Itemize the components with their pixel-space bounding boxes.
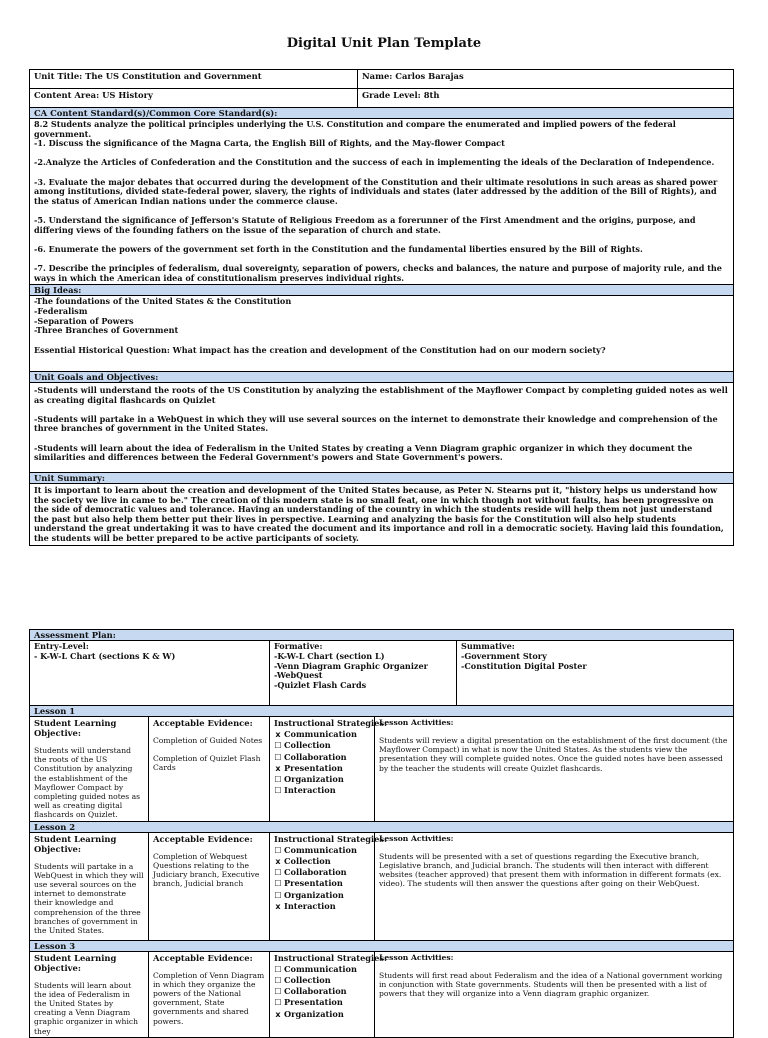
entry-level-item: - K-W-L Chart (sections K & W) [34,650,176,661]
strategy-item [274,867,370,878]
strategies-header: Instructional Strategies: [274,718,387,728]
lesson-3-header: Lesson 3 [30,940,734,951]
unit-plan-table [29,69,734,546]
strategy-item [274,774,370,785]
strategy-mark: ☐ [274,879,282,889]
strategies-header: Instructional Strategies: [274,952,387,963]
activities-header: Lesson Activities: [379,833,454,843]
standard-item: -5. Understand the significance of Jefferson's Statute of Religious Freedom as a forerunner of the First Amendment and the origins, purpose, and differing views of the founding fathers on the issue of the separation of church and state. [34,214,696,235]
strategy-mark: x [275,901,281,911]
objective-header: Student Learning Objective: [34,952,117,973]
standard-item: -1. Discuss the significance of the Magna Carta, the English Bill of Rights, and the May-flower Compact [34,138,505,149]
formative-item: -WebQuest [274,670,323,681]
strategy-item [274,964,370,975]
lesson-3-objective [30,951,149,1037]
standard-item: -3. Evaluate the major debates that occurred during the development of the Constitution and their ultimate resolutions in such areas as shared power among institutions, divided state-federal power, slavery, the rights of individuals and states (later addressed by the addition of the Bill of Rights), and the status of American Indian nations under the commerce clause. [34,176,718,206]
big-idea-item: -Three Branches of Government [34,325,179,336]
assessment-header: Assessment Plan: [30,630,734,641]
strategy-label: Collaboration [284,751,347,762]
lesson-1-strategies [270,717,387,822]
strategies-header: Instructional Strategies: [274,833,387,844]
summary-content: It is important to learn about the creation and development of the United States because, as Peter N. Stearns put it, "history helps us understand how the society we live in came to be." The creation of this modern state is no small feat, one in which though not without faults, has been progressive on the side of democratic values and tolerance. Having an understanding of the country in which the students reside will help them not just understand the past but also help them better put their lives in perspective. Learning and analyzing the basis for the Constitution will also help students understand the great undertaking it was to have created the document and its importance and roll in a democratic society. Having laid this foundation, the students will be better prepared to be active participants of society. [30,484,734,546]
strategy-label: Communication [284,844,357,855]
strategy-mark: ☐ [274,890,282,900]
summative-cell [457,641,734,706]
strategy-mark: ☐ [274,987,282,997]
standards-header: CA Content Standard(s)/Common Core Standard(s): [30,108,734,119]
strategy-item [274,752,370,763]
strategy-mark: ☐ [274,976,282,986]
lesson-2-evidence [149,832,270,940]
evidence-item: Completion of Quizlet Flash Cards [153,754,261,773]
strategy-label: Collection [284,856,331,867]
goals-content [30,383,734,473]
strategy-item [274,878,370,889]
strategy-mark: ☐ [274,845,282,855]
evidence-header: Acceptable Evidence: [153,952,253,963]
lesson-1-evidence [149,717,270,822]
lesson-2-strategies [270,832,387,940]
strategy-label: Collaboration [284,986,347,997]
big-ideas-header: Big Ideas: [30,285,734,296]
strategy-item [274,856,370,867]
lesson-3-evidence [149,951,270,1037]
strategy-label: Organization [284,774,344,785]
activities-header: Lesson Activities: [379,718,454,727]
big-idea-item: -Federalism [34,305,88,316]
teacher-name: Name: Carlos Barajas [358,70,734,89]
objective-text: Students will partake in a WebQuest in which they will use several sources on the internet to demonstrate their knowledge and comprehension of the three branches of government in the United States. [34,861,144,936]
evidence-item: Completion of Webquest Questions relating to the Judiciary branch, Executive branch, Judicial branch [153,851,260,889]
objective-header: Student Learning Objective: [34,718,117,738]
strategy-mark: ☐ [274,964,282,974]
strategy-mark: ☐ [274,775,282,785]
strategy-label: Collection [284,740,331,751]
strategy-item [274,997,370,1008]
content-area: Content Area: US History [30,89,358,108]
goal-item: -Students will partake in a WebQuest in which they will use several sources on the internet to demonstrate their knowledge and comprehension of the three branches of government in the United States. [34,413,718,434]
strategy-label: Organization [284,1008,344,1019]
big-idea-item: -Separation of Powers [34,315,134,326]
standard-item: -7. Describe the principles of federalism, dual sovereignty, separation of powers, checks and balances, the nature and purpose of majority rule, and the ways in which the American idea of constitutionalism preserves individual rights. [34,262,722,283]
strategy-label: Communication [284,963,357,974]
lesson-2-activities [375,832,734,940]
strategy-mark: ☐ [274,752,282,762]
big-ideas-content [30,296,734,372]
lesson-1-activities [375,717,734,822]
strategy-mark: x [275,763,281,773]
strategy-item [274,890,370,901]
strategy-item [274,975,370,986]
evidence-item: Completion of Venn Diagram in which they organize the powers of the National government, State governments and shared powers. [153,970,265,1026]
summative-item: -Constitution Digital Poster [461,660,587,671]
goal-item: -Students will learn about the idea of Federalism in the United States by creating a Venn Diagram graphic organizer in which they document the similarities and differences between the Federal Government's powers and State Government's powers. [34,442,693,463]
strategy-label: Collaboration [284,867,347,878]
strategy-mark: x [275,857,281,867]
strategy-label: Organization [284,889,344,900]
strategy-label: Presentation [284,997,343,1008]
standards-content [30,119,734,285]
evidence-header: Acceptable Evidence: [153,718,253,728]
strategy-label: Interaction [284,900,336,911]
strategy-item [274,740,370,751]
strategy-item [274,729,370,740]
entry-level-cell [30,641,270,706]
strategy-label: Interaction [284,785,336,796]
essential-question: Essential Historical Question: What impact has the creation and development of the Constitution had on our modern society? [34,345,606,356]
unit-title: Unit Title: The US Constitution and Government [30,70,358,89]
objective-text: Students will learn about the idea of Federalism in the United States by creating a Venn Diagram graphic organizer in which they [34,980,139,1036]
objective-header: Student Learning Objective: [34,833,117,854]
strategy-item [274,1009,370,1020]
activities-header: Lesson Activities: [379,952,454,962]
activities-text: Students will be presented with a set of questions regarding the Executive branch, Legislative branch, and Judicial branch. The students will then interact with different websites (teacher approved) that present them with information in different formats (ex. video). The students will then answer the questions after going on their WebQuest. [379,851,722,889]
lesson-2-objective [30,832,149,940]
activities-text: Students will first read about Federalism and the idea of a National government working in conjunction with State governments. Students will then be presented with a list of powers that they will organize into a Venn diagram graphic organizer. [379,970,723,999]
objective-text: Students will understand the roots of the US Constitution by analyzing the establishment of the Mayflower Compact by completing guided notes as well as creating digital flashcards on Quizlet. [34,746,141,820]
strategy-mark: x [275,730,281,740]
summary-header: Unit Summary: [30,473,734,484]
strategy-mark: ☐ [274,868,282,878]
strategy-item [274,763,370,774]
formative-item: -Venn Diagram Graphic Organizer [274,660,428,671]
goal-item: -Students will understand the roots of the US Constitution by analyzing the establishment of the Mayflower Compact by completing guided notes as well as creating digital flashcards on Quizlet [34,385,728,405]
lesson-3-strategies [270,951,387,1037]
strategy-mark: ☐ [274,786,282,796]
grade-level: Grade Level: 8th [358,89,734,108]
formative-item: -Quizlet Flash Cards [274,680,367,691]
standard-item: 8.2 Students analyze the political principles underlying the U.S. Constitution and compare the enumerated and implied powers of the federal government. [34,119,676,139]
summative-item: -Government Story [461,650,547,661]
formative-cell [270,641,457,706]
strategy-label: Communication [284,729,357,740]
lesson-2-header: Lesson 2 [30,821,734,832]
goals-header: Unit Goals and Objectives: [30,372,734,383]
document-title: Digital Unit Plan Template [286,36,482,51]
strategy-label: Presentation [284,762,343,773]
big-idea-item: -The foundations of the United States & the Constitution [34,296,292,307]
strategy-label: Collection [284,975,331,986]
standard-item: -2.Analyze the Articles of Confederation and the Constitution and the success of each in implementing the ideals of the Declaration of Independence. [34,157,715,168]
evidence-item: Completion of Guided Notes [153,736,263,745]
strategy-item [274,845,370,856]
lesson-1-header: Lesson 1 [30,706,734,717]
strategy-label: Presentation [284,878,343,889]
lesson-3-activities [375,951,734,1037]
formative-item: -K-W-L Chart (section L) [274,650,385,661]
activities-text: Students will review a digital presentation on the establishment of the first document (the Mayflower Compact) in what is now the United States. As the students view the presentation they will complete guided notes. Once the guided notes have been assessed by the teacher the students will create Quizlet flashcards. [379,736,728,773]
summative-label: Summative: [461,641,515,651]
formative-label: Formative: [274,641,323,651]
strategy-mark: x [275,1009,281,1019]
evidence-header: Acceptable Evidence: [153,833,253,844]
entry-level-label: Entry-Level: [34,641,89,651]
assessment-lessons-table [29,629,734,1038]
lesson-1-objective [30,717,149,822]
strategy-mark: ☐ [274,998,282,1008]
strategy-mark: ☐ [274,741,282,751]
strategy-item [274,901,370,912]
standard-item: -6. Enumerate the powers of the government set forth in the Constitution and the fundamental liberties ensured by the Bill of Rights. [34,243,643,254]
strategy-item [274,785,370,796]
strategy-item [274,986,370,997]
